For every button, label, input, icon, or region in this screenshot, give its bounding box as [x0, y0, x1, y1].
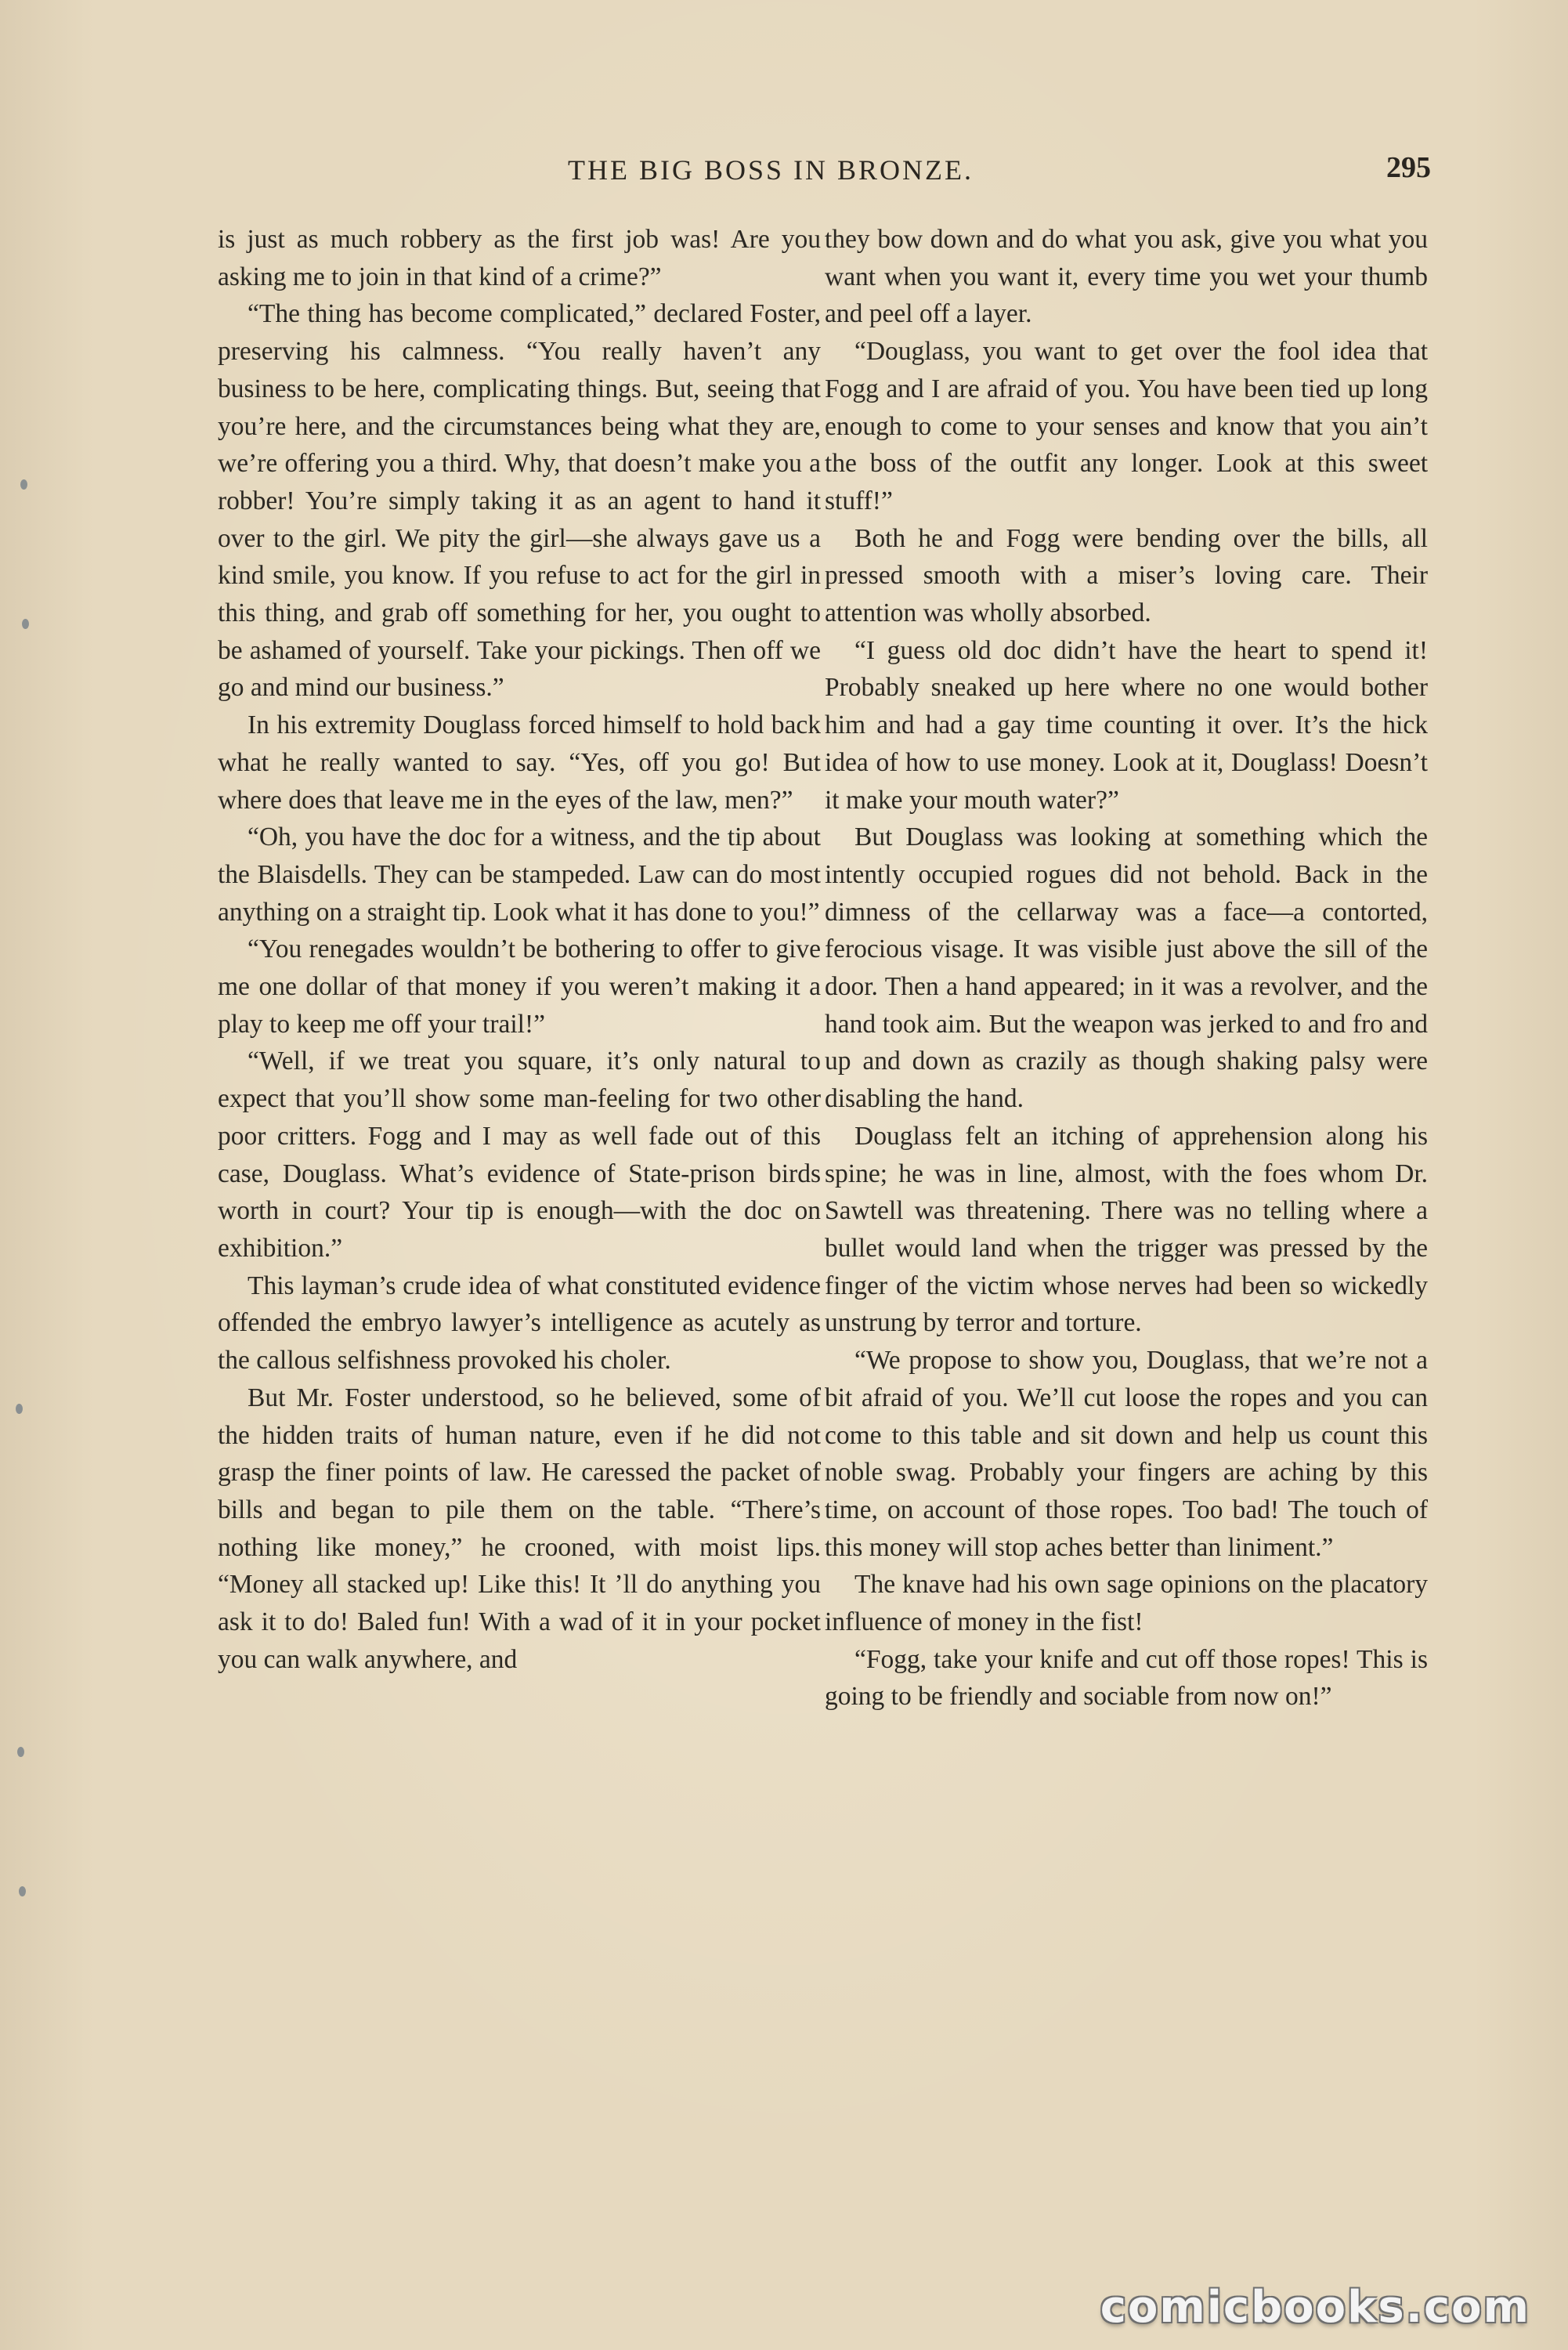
paragraph: “Oh, you have the doc for a witness, and the tip about the Blaisdells. They can be stampeded. Law can do most anything on a straight tip. Look what it has done to you!” — [218, 822, 821, 927]
paragraph: is just as much robbery as the first job was! Are you asking me to join in that kind of a crime?” — [218, 225, 821, 291]
binding-hole — [22, 619, 29, 629]
paragraph: Douglass felt an itching of apprehension along his spine; he was in line, almost, with the foes whom Dr. Sawtell was threatening. There was no telling where a bullet would land when the trigger was pressed by the finger of the victim whose nerves had been so wickedly unstrung by terror and torture. — [825, 1121, 1428, 1338]
paragraph: Both he and Fogg were bending over the bills, all pressed smooth with a miser’s loving care. Their attention was wholly absorbed. — [825, 523, 1428, 628]
right-column — [825, 221, 1428, 1716]
paragraph: This layman’s crude idea of what constituted evidence offended the embryo lawyer’s intelligence as acutely as the callous selfishness provoked his choler. — [218, 1271, 821, 1376]
paragraph: “We propose to show you, Douglass, that we’re not a bit afraid of you. We’ll cut loose the ropes and you can come to this table and sit down and help us count this noble swag. Probably your fingers are aching by this time, on account of those ropes. Too bad! The touch of this money will stop aches better than liniment.” — [825, 1346, 1428, 1562]
running-title: THE BIG BOSS IN BRONZE. — [568, 154, 974, 186]
binding-hole — [16, 1404, 23, 1414]
paragraph: But Douglass was looking at something which the intently occupied rogues did not behold. Back in the dimness of the cellarway was a face—a contorted, ferocious visage. It was visible just above the sill of the door. Then a hand appeared; in it was a revolver, and the hand took aim. But the weapon was jerked to and fro and up and down as crazily as though shaking palsy were disabling the hand. — [825, 822, 1428, 1114]
paragraph: “Douglass, you want to get over the fool idea that Fogg and I are afraid of you. You have been tied up long enough to come to your senses and know that you ain’t the boss of the outfit any longer. Look at this sweet stuff!” — [825, 337, 1428, 515]
paragraph: “You renegades wouldn’t be bothering to offer to give me one dollar of that money if you weren’t making it a play to keep me off your trail!” — [218, 935, 821, 1039]
paragraph: But Mr. Foster understood, so he believed, some of the hidden traits of human nature, even if he did not grasp the finer points of law. He caressed the packet of bills and began to pile them on the table. “There’s nothing like money,” he crooned, with moist lips. “Money all stacked up! Like this! It ’ll do anything you ask it to do! Baled fun! With a wad of it in your pocket you can walk anywhere, and — [218, 1383, 821, 1674]
left-column — [218, 221, 821, 1678]
paragraph: they bow down and do what you ask, give you what you want when you want it, every time you wet your thumb and peel off a layer. — [825, 225, 1428, 329]
paragraph: “I guess old doc didn’t have the heart to spend it! Probably sneaked up here where no one would bother him and had a gay time counting it over. It’s the hick idea of how to use money. Look at it, Douglass! Doesn’t it make your mouth water?” — [825, 635, 1428, 815]
binding-hole — [20, 479, 27, 490]
paragraph: “Well, if we treat you square, it’s only natural to expect that you’ll show some man-feeling for two other poor critters. Fogg and I may as well fade out of this case, Douglass. What’s evidence of State-prison birds worth in court? Your tip is enough—with the doc on exhibition.” — [218, 1047, 821, 1263]
watermark-logo: comicbooks.com — [1100, 2282, 1530, 2333]
paragraph: In his extremity Douglass forced himself to hold back what he really wanted to say. “Yes, off you go! But where does that leave me in the eyes of the law, men?” — [218, 710, 821, 815]
binding-hole — [19, 1886, 26, 1896]
paragraph: The knave had his own sage opinions on the placatory influence of money in the fist! — [825, 1570, 1428, 1637]
paragraph: “The thing has become complicated,” declared Foster, preserving his calmness. “You really haven’t any business to be here, complicating things. But, seeing that you’re here, and the circumstances being what they are, we’re offering you a third. Why, that doesn’t make you a robber! You’re simply taking it as an agent to hand it over to the girl. We pity the girl—she always gave us a kind smile, you know. If you refuse to act for the girl in this thing, and grab off something for her, you ought to be ashamed of yourself. Take your pickings. Then off we go and mind our business.” — [218, 299, 821, 703]
binding-hole — [17, 1747, 24, 1757]
paragraph: “Fogg, take your knife and cut off those ropes! This is going to be friendly and sociable from now on!” — [825, 1644, 1428, 1712]
page-number: 295 — [1386, 151, 1431, 184]
page-header — [568, 151, 1431, 201]
